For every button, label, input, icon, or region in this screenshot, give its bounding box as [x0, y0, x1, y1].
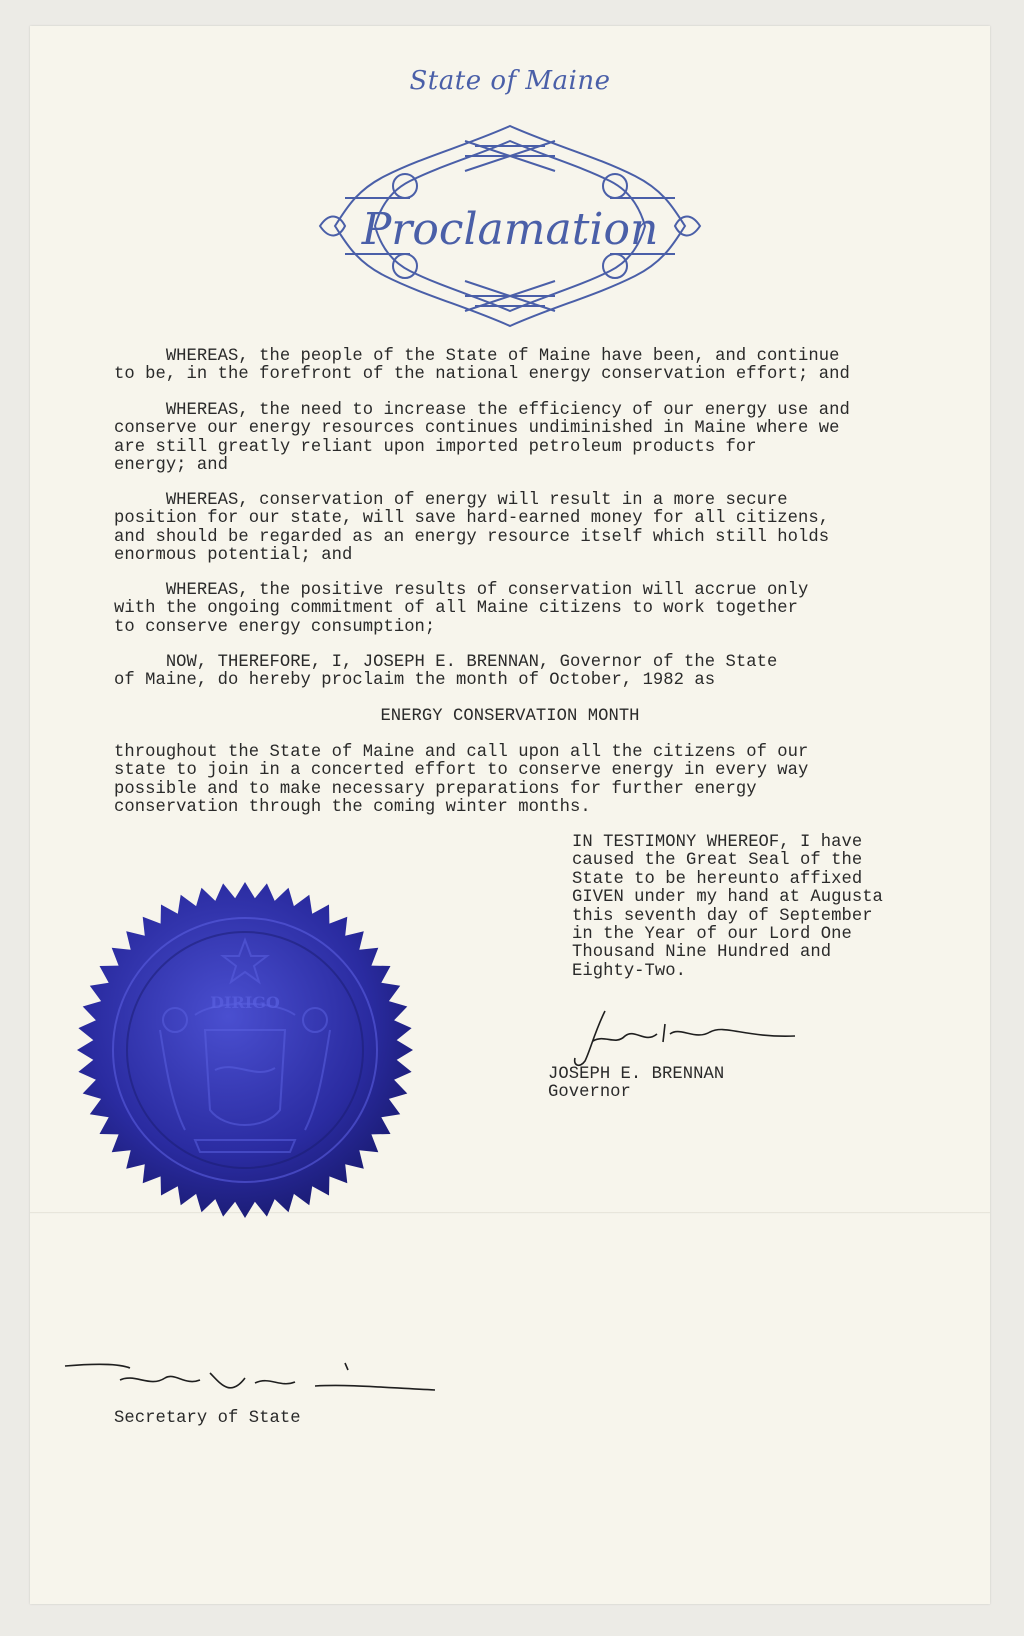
whereas-paragraph-1: WHEREAS, the people of the State of Maine have been, and continue to be, in the forefront of the national energy conservation effort; and [114, 347, 850, 385]
proclaim-paragraph: NOW, THEREFORE, I, JOSEPH E. BRENNAN, Governor of the State of Maine, do hereby proclaim the month of October, 1982 as [114, 653, 778, 691]
secretary-signature [60, 1358, 440, 1413]
great-seal [75, 880, 415, 1220]
svg-text:Joseph E Brennan: Joseph E Brennan [605, 1040, 615, 1041]
svg-text:Rodney S Quinn: Rodney S Quinn [120, 1388, 129, 1389]
governor-title: Governor [548, 1083, 631, 1102]
proclamation-title: Proclamation [361, 204, 659, 255]
whereas-paragraph-4: WHEREAS, the positive results of conservation will accrue only with the ongoing commitment of all Maine citizens to work together to conserve energy consumption; [114, 581, 809, 637]
energy-conservation-month-heading: ENERGY CONSERVATION MONTH [380, 707, 640, 726]
closing-paragraph: throughout the State of Maine and call upon all the citizens of our state to join in a concerted effort to conserve energy in every way possible and to make necessary preparations for further energy conservation through the coming winter months. [114, 743, 809, 818]
governor-name: JOSEPH E. BRENNAN [548, 1065, 725, 1084]
proclamation-document [30, 26, 990, 1604]
whereas-paragraph-2: WHEREAS, the need to increase the efficiency of our energy use and conserve our energy resources continues undiminished in Maine where we are still greatly reliant upon imported petroleum products for energy; and [114, 401, 850, 476]
testimony-block: IN TESTIMONY WHEREOF, I have caused the Great Seal of the State to be hereunto affixed GIVEN under my hand at Augusta this seventh day of September in the Year of our Lord One Thousand Nine Hundred and Eighty-Two. [572, 833, 883, 981]
proclamation-crest [315, 116, 705, 336]
whereas-paragraph-3: WHEREAS, conservation of energy will result in a more secure position for our state, will save hard-earned money for all citizens, and should be regarded as an energy resource itself which still holds enormous potential; and [114, 491, 830, 566]
state-of-maine-heading: State of Maine [409, 66, 611, 96]
secretary-title: Secretary of State [114, 1409, 301, 1428]
seal-inscription: DIRIGO [210, 993, 280, 1012]
